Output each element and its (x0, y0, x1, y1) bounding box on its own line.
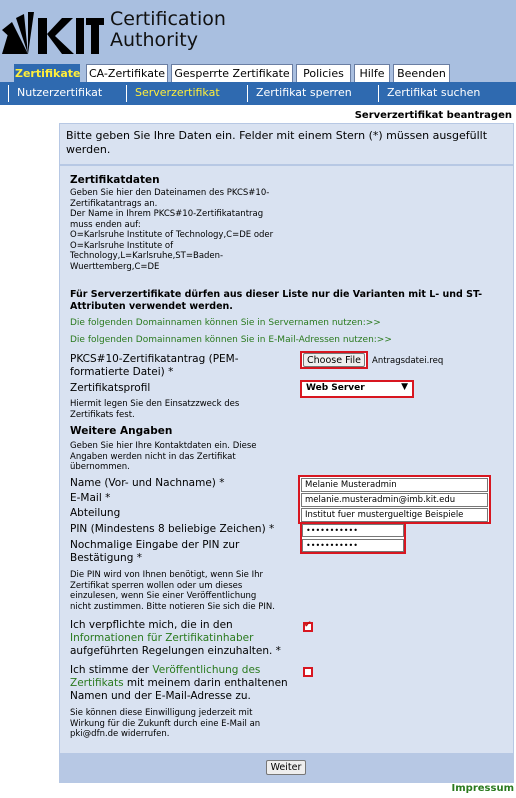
selected-file-name: Antragsdatei.req (372, 356, 444, 366)
desc-line: übernommen. (70, 462, 130, 472)
verpflichtung-label (70, 619, 281, 658)
email-input[interactable]: melanie.musteradmin@imb.kit.edu (301, 493, 488, 507)
tab-gesperrte-zertifikate[interactable]: Gesperrte Zertifikate (171, 64, 293, 82)
zustimmung-line: Namen und der E-Mail-Adresse zu. (70, 690, 251, 702)
tab-beenden[interactable]: Beenden (393, 64, 450, 82)
profil-hint (70, 399, 239, 420)
subnav-serverzertifikat[interactable]: Serverzertifikat (126, 85, 244, 102)
email-label: E-Mail * (70, 492, 111, 504)
tab-ca-zertifikate[interactable]: CA-Zertifikate (86, 64, 168, 82)
zustimmung-text: mit meinem darin enthaltenen (123, 677, 288, 689)
desc-line: muss enden auf: (70, 219, 141, 230)
zustimmung-line (70, 664, 288, 677)
abteilung-label: Abteilung (70, 507, 121, 519)
pin-confirm-label (70, 539, 239, 565)
subnav-zertifikat-sperren[interactable]: Zertifikat sperren (247, 85, 372, 102)
pin-confirm-label-line: Nochmalige Eingabe der PIN zur (70, 539, 240, 551)
desc-line: Der Name in Ihrem PKCS#10-Zertifikatantrag (70, 209, 264, 219)
verpflichtung-checkbox[interactable] (303, 622, 313, 632)
pkcs-label-line: PKCS#10-Zertifikatantrag (PEM- (70, 353, 239, 365)
warning-line: Für Serverzertifikate dürfen aus dieser Liste nur die Varianten mit L- und ST- (70, 289, 483, 300)
desc-line: O=Karlsruhe Institute of (70, 240, 174, 251)
hint-line: einzulesen, wenn Sie einer Veröffentlichung (70, 591, 257, 601)
hint-line: Zertifikat sperren wollen oder um dieses (70, 580, 243, 591)
zustimmung-label (70, 664, 288, 703)
zertifikatdaten-description (70, 188, 273, 272)
warning-line: Attributen verwendet werden. (70, 301, 233, 312)
zustimmung-checkbox[interactable] (303, 667, 313, 677)
hint-line: Zertifikats fest. (70, 409, 135, 420)
hint-line: nicht zustimmen. Bitte notieren Sie sich die PIN. (70, 601, 275, 612)
name-label: Name (Vor- und Nachname) * (70, 477, 225, 489)
server-attributes-warning (70, 289, 510, 313)
desc-line: Angaben werden nicht in das Zertifikat (70, 451, 236, 462)
intro-text: Bitte geben Sie Ihre Daten ein. Felder mit einem Stern (*) müssen ausgefüllt werden. (60, 124, 513, 164)
kit-logo (0, 8, 104, 56)
section-title-weitere-angaben: Weitere Angaben (70, 425, 173, 437)
impressum-link[interactable]: Impressum (451, 783, 514, 794)
tab-zertifikate[interactable]: Zertifikate (14, 64, 80, 82)
desc-line: Zertifikatantrags an. (70, 198, 158, 209)
tab-policies[interactable]: Policies (296, 64, 351, 82)
pin-hint (70, 570, 275, 612)
widerruf-hint (70, 708, 260, 740)
pin-input[interactable]: ••••••••••• (302, 524, 404, 537)
brand-line-1: Certification (110, 8, 226, 30)
servernames-domains-link[interactable]: Die folgenden Domainnamen können Sie in Servernamen nutzen:>> (70, 318, 381, 328)
desc-line: Wuerttemberg,C=DE (70, 261, 160, 272)
zustimmung-text: Ich stimme der (70, 664, 153, 676)
abteilung-input[interactable]: Institut fuer mustergueltige Beispiele (301, 508, 488, 522)
desc-line: Technology,L=Karlsruhe,ST=Baden- (70, 251, 224, 261)
tab-hilfe[interactable]: Hilfe (354, 64, 390, 82)
profil-label: Zertifikatsprofil (70, 382, 151, 394)
info-zertifikatinhaber-link[interactable]: Informationen für Zertifikatinhaber (70, 632, 254, 644)
brand-line-2: Authority (110, 29, 198, 51)
desc-line: Geben Sie hier den Dateinamen des PKCS#10- (70, 188, 270, 198)
weiter-button[interactable]: Weiter (266, 760, 306, 775)
chevron-down-icon: ▼ (401, 382, 408, 392)
pin-confirm-label-line: Bestätigung * (70, 552, 142, 564)
hint-line: Wirkung für die Zukunft durch eine E-Mail an (70, 718, 261, 729)
brand-title (110, 9, 226, 51)
pin-confirm-input[interactable]: ••••••••••• (302, 539, 404, 552)
name-input[interactable]: Melanie Musteradmin (301, 478, 488, 492)
page-title: Serverzertifikat beantragen (354, 110, 512, 121)
header (0, 0, 516, 62)
zustimmung-line (70, 677, 288, 690)
verpflichtung-line: aufgeführten Regelungen einzuhalten. * (70, 645, 281, 657)
choose-file-button[interactable]: Choose File (303, 353, 365, 367)
pin-label: PIN (Mindestens 8 beliebige Zeichen) * (70, 523, 275, 535)
weitere-description (70, 441, 257, 473)
hint-line: Die PIN wird von Ihnen benötigt, wenn Sie Ihr (70, 570, 263, 580)
profil-select-value: Web Server (306, 383, 365, 393)
email-domains-link[interactable]: Die folgenden Domainnamen können Sie in E-Mail-Adressen nutzen:>> (70, 335, 392, 345)
hint-line: pki@dfn.de widerrufen. (70, 729, 170, 739)
verpflichtung-line: Ich verpflichte mich, die in den (70, 619, 233, 631)
desc-line: O=Karlsruhe Institute of Technology,C=DE oder (70, 230, 274, 240)
desc-line: Geben Sie hier Ihre Kontaktdaten ein. Diese (70, 441, 257, 451)
checkmark-icon: ✔ (304, 620, 312, 630)
pkcs-label (70, 353, 239, 379)
hint-line: Sie können diese Einwilligung jederzeit mit (70, 708, 253, 718)
profil-select[interactable] (300, 380, 414, 398)
pkcs-label-line: formatierte Datei) * (70, 366, 174, 378)
subnav-nutzerzertifikat[interactable]: Nutzerzertifikat (8, 85, 120, 102)
section-title-zertifikatdaten: Zertifikatdaten (70, 174, 160, 186)
veroeffentlichung-link-cont[interactable]: Zertifikats (70, 677, 124, 689)
veroeffentlichung-link[interactable]: Veröffentlichung des (152, 664, 261, 676)
subnav-zertifikat-suchen[interactable]: Zertifikat suchen (378, 85, 503, 102)
hint-line: Hiermit legen Sie den Einsatzzweck des (70, 399, 240, 409)
